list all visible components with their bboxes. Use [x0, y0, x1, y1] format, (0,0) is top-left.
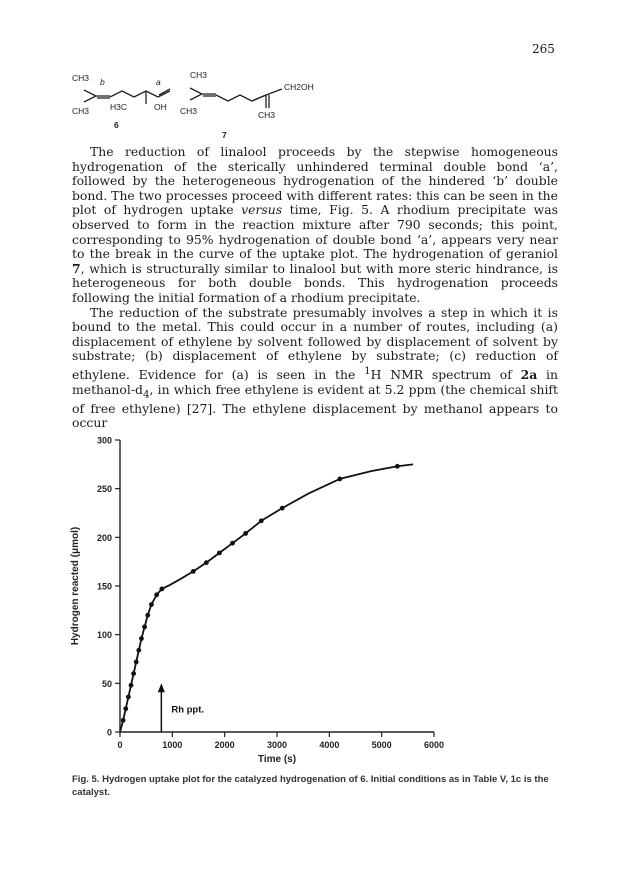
body-text [72, 145, 558, 431]
data-point [142, 624, 147, 629]
data-point [121, 718, 126, 723]
data-point [230, 541, 235, 546]
x-tick-label: 0 [117, 740, 123, 750]
data-point [129, 683, 134, 688]
y-axis-label: Hydrogen reacted (μmol) [70, 526, 81, 646]
s6-ch3-left: CH3 [72, 106, 90, 116]
s7-ch3-right: CH3 [258, 110, 276, 120]
s7-ch3-left: CH3 [180, 106, 198, 116]
paragraph-2: The reduction of the substrate presumably involves a step in which it is bound to the metal. This could occur in a number of routes, including (a) displacement of ethylene by solvent followed by displacement of solvent by substrate; (b) displacement of ethylene by substrate; (c) reduction of ethylene. Evidence for (a) is seen in the $^1$H NMR spectrum of 2a in methanol-$d_4$, in which free ethylene is evident at 5.2 ppm (the chemical shift of free ethylene) [27]. The ethylene displacement by methanol appears to occur [72, 304, 558, 431]
y-tick-label: 100 [96, 630, 112, 641]
data-point [259, 518, 264, 523]
chart-svg [60, 428, 480, 773]
data-point [154, 592, 159, 597]
y-tick-label: 50 [101, 678, 112, 689]
data-point [139, 636, 144, 641]
s6-oh: OH [154, 102, 167, 112]
x-tick-label: 2000 [214, 740, 235, 750]
y-tick-label: 150 [96, 581, 112, 592]
x-tick-label: 6000 [423, 740, 445, 750]
data-point [204, 560, 209, 565]
data-point [145, 613, 150, 618]
rh-ppt-arrow-head [158, 683, 165, 692]
s6-bond-a-label: a [156, 77, 161, 87]
data-point [191, 569, 196, 574]
x-tick-label: 3000 [266, 740, 288, 750]
data-point [126, 695, 131, 700]
s6-h3c: H3C [110, 102, 128, 112]
x-axis-label: Time (s) [257, 754, 297, 765]
s6-ch3-top: CH3 [72, 73, 90, 83]
figure-caption: Fig. 5. Hydrogen uptake plot for the catalyzed hydrogenation of 6. Initial conditions as in Table V, 1c is the catalyst. [72, 774, 549, 798]
data-point [395, 464, 400, 469]
data-point [243, 531, 248, 536]
data-point [280, 506, 285, 511]
y-tick-label: 300 [96, 435, 112, 446]
y-tick-label: 0 [106, 727, 112, 738]
chart-axes [70, 436, 444, 766]
structure-7-label: 7 [222, 130, 227, 140]
data-point [149, 602, 154, 607]
data-point [123, 706, 128, 711]
x-tick-label: 1000 [162, 740, 183, 750]
hydrogen-uptake-chart [60, 428, 480, 773]
chemical-structures [70, 64, 370, 144]
data-point [136, 648, 141, 653]
data-point [134, 660, 139, 665]
s7-ch3-top: CH3 [190, 70, 208, 80]
y-tick-label: 250 [96, 484, 112, 495]
x-tick-label: 5000 [371, 740, 392, 750]
data-point [131, 671, 136, 676]
s7-ch2oh: CH2OH [284, 82, 314, 92]
rh-ppt-label: Rh ppt. [171, 704, 205, 716]
structure-6-label: 6 [114, 120, 119, 130]
s6-bond-b-label: b [100, 77, 105, 87]
data-point [217, 551, 222, 556]
data-point [337, 477, 342, 482]
chart-marks [120, 464, 413, 732]
data-point [159, 587, 164, 592]
paragraph-1: The reduction of linalool proceeds by the stepwise homogeneous hydrogenation of the sterically unhindered terminal double bond ‘a’, followed by the heterogeneous hydrogenation of the hindered ‘b’ double bond. The two processes proceed with different rates: this can be seen in the plot of hydrogen uptake versus time, Fig. 5. A rhodium precipitate was observed to form in the reaction mixture after 790 seconds; this point, corresponding to 95% hydrogenation of double bond ‘a’, appears very near to the break in the curve of the uptake plot. The hydrogenation of geraniol 7, which is structurally similar to linalool but with more steric hindrance, is heterogeneous for both double bonds. This hydrogenation proceeds following the initial formation of a rhodium precipitate. [72, 144, 558, 305]
y-tick-label: 200 [96, 532, 112, 543]
page-number: 265 [532, 42, 555, 56]
x-tick-label: 4000 [319, 740, 340, 750]
